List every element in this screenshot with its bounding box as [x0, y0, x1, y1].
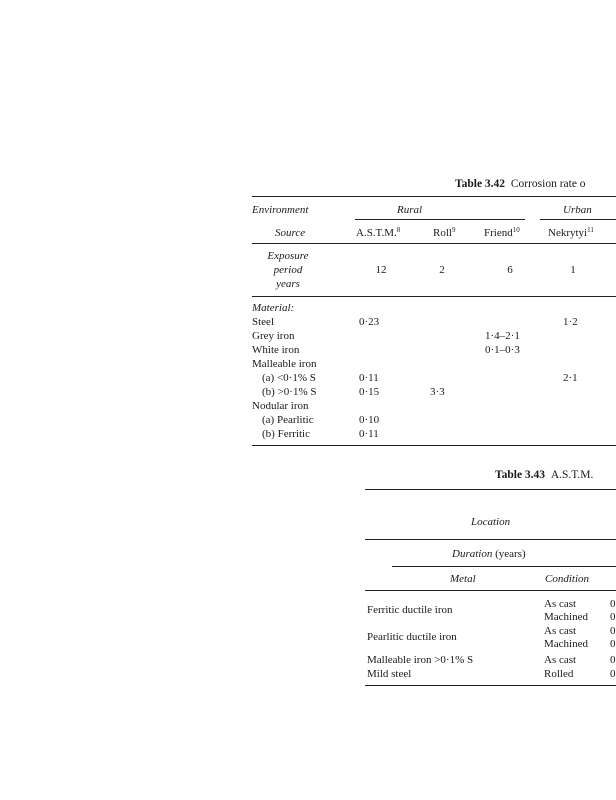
cell-value: 0·23 — [359, 316, 380, 328]
cell-value: 0·1–0·3 — [485, 344, 520, 356]
cell-value: 3·3 — [430, 386, 445, 398]
row-label: (b) Ferritic — [262, 428, 310, 440]
cell-value: 0 — [610, 611, 616, 623]
period-nekrytyi: 1 — [570, 264, 576, 276]
urban-span-rule — [540, 219, 616, 220]
row-label: (a) <0·1% S — [262, 372, 316, 384]
column-header-rule — [365, 590, 616, 591]
table-3-43-caption — [495, 469, 593, 481]
table-3-42-bottom-rule — [252, 445, 616, 446]
exposure-line-1: Exposure — [267, 250, 309, 262]
source-astm: A.S.T.M.$^8$ — [356, 226, 401, 239]
cell-value: 0·11 — [359, 428, 379, 440]
source-friend: Friend$^{10}$ — [484, 226, 520, 239]
rural-span-rule — [355, 219, 525, 220]
period-friend: 6 — [507, 264, 513, 276]
cell-value: 0 — [610, 668, 616, 680]
condition-header: Condition — [545, 573, 590, 585]
period-astm: 12 — [375, 264, 387, 276]
cell-value: 1·2 — [563, 316, 578, 328]
cell-value: 2·1 — [563, 372, 578, 384]
cell-value: 0 — [610, 638, 616, 650]
exposure-line-2: period — [273, 264, 303, 276]
metal-label: Ferritic ductile iron — [367, 604, 453, 616]
condition-value: As cast — [544, 625, 577, 637]
table-3-43-bottom-rule — [365, 685, 616, 686]
source-roll: Roll$^9$ — [433, 226, 456, 239]
metal-header: Metal — [450, 573, 476, 585]
location-divider-rule — [365, 539, 616, 540]
condition-value: Machined — [544, 611, 588, 623]
duration-unit: (years) — [495, 548, 526, 560]
duration-divider-rule — [392, 566, 616, 567]
metal-label: Pearlitic ductile iron — [367, 631, 457, 643]
condition-value: Machined — [544, 638, 588, 650]
exposure-line-3: years — [276, 278, 300, 290]
row-label: Malleable iron — [252, 358, 317, 370]
cell-value: 1·4–2·1 — [485, 330, 520, 342]
caption-label: Table 3.42 — [455, 178, 506, 190]
row-label: (a) Pearlitic — [262, 414, 314, 426]
metal-label: Mild steel — [367, 668, 412, 680]
cell-value: 0·10 — [359, 414, 380, 426]
table-3-42-top-rule — [252, 196, 616, 197]
caption-text: Corrosion rate o — [510, 178, 586, 190]
cell-value: 0 — [610, 598, 616, 610]
location-header: Location — [471, 516, 511, 528]
header-divider-rule — [252, 243, 616, 244]
table-3-43-top-rule — [365, 489, 616, 490]
rural-header: Rural — [397, 204, 423, 216]
cell-value: 0 — [610, 654, 616, 666]
source-header: Source — [275, 227, 306, 239]
duration-header — [452, 548, 526, 560]
source-nekrytyi: Nekrytyi$^{11}$ — [548, 226, 594, 239]
cell-value: 0·15 — [359, 386, 380, 398]
condition-value: As cast — [544, 654, 577, 666]
condition-value: As cast — [544, 598, 577, 610]
table-3-42-caption — [455, 178, 586, 190]
duration-label: Duration — [452, 548, 493, 560]
row-label: (b) >0·1% S — [262, 386, 317, 398]
urban-header: Urban — [563, 204, 592, 216]
material-header: Material: — [252, 302, 295, 314]
cell-value: 0 — [610, 625, 616, 637]
exposure-divider-rule — [252, 296, 616, 297]
environment-header: Environment — [252, 204, 309, 216]
metal-label: Malleable iron >0·1% S — [367, 654, 474, 666]
caption-label: Table 3.43 — [495, 469, 546, 481]
condition-value: Rolled — [544, 668, 574, 680]
row-label: White iron — [252, 344, 300, 356]
cell-value: 0·11 — [359, 372, 379, 384]
row-label: Nodular iron — [252, 400, 309, 412]
period-roll: 2 — [439, 264, 445, 276]
row-label: Steel — [252, 316, 274, 328]
caption-text: A.S.T.M. — [550, 469, 594, 481]
row-label: Grey iron — [252, 330, 295, 342]
